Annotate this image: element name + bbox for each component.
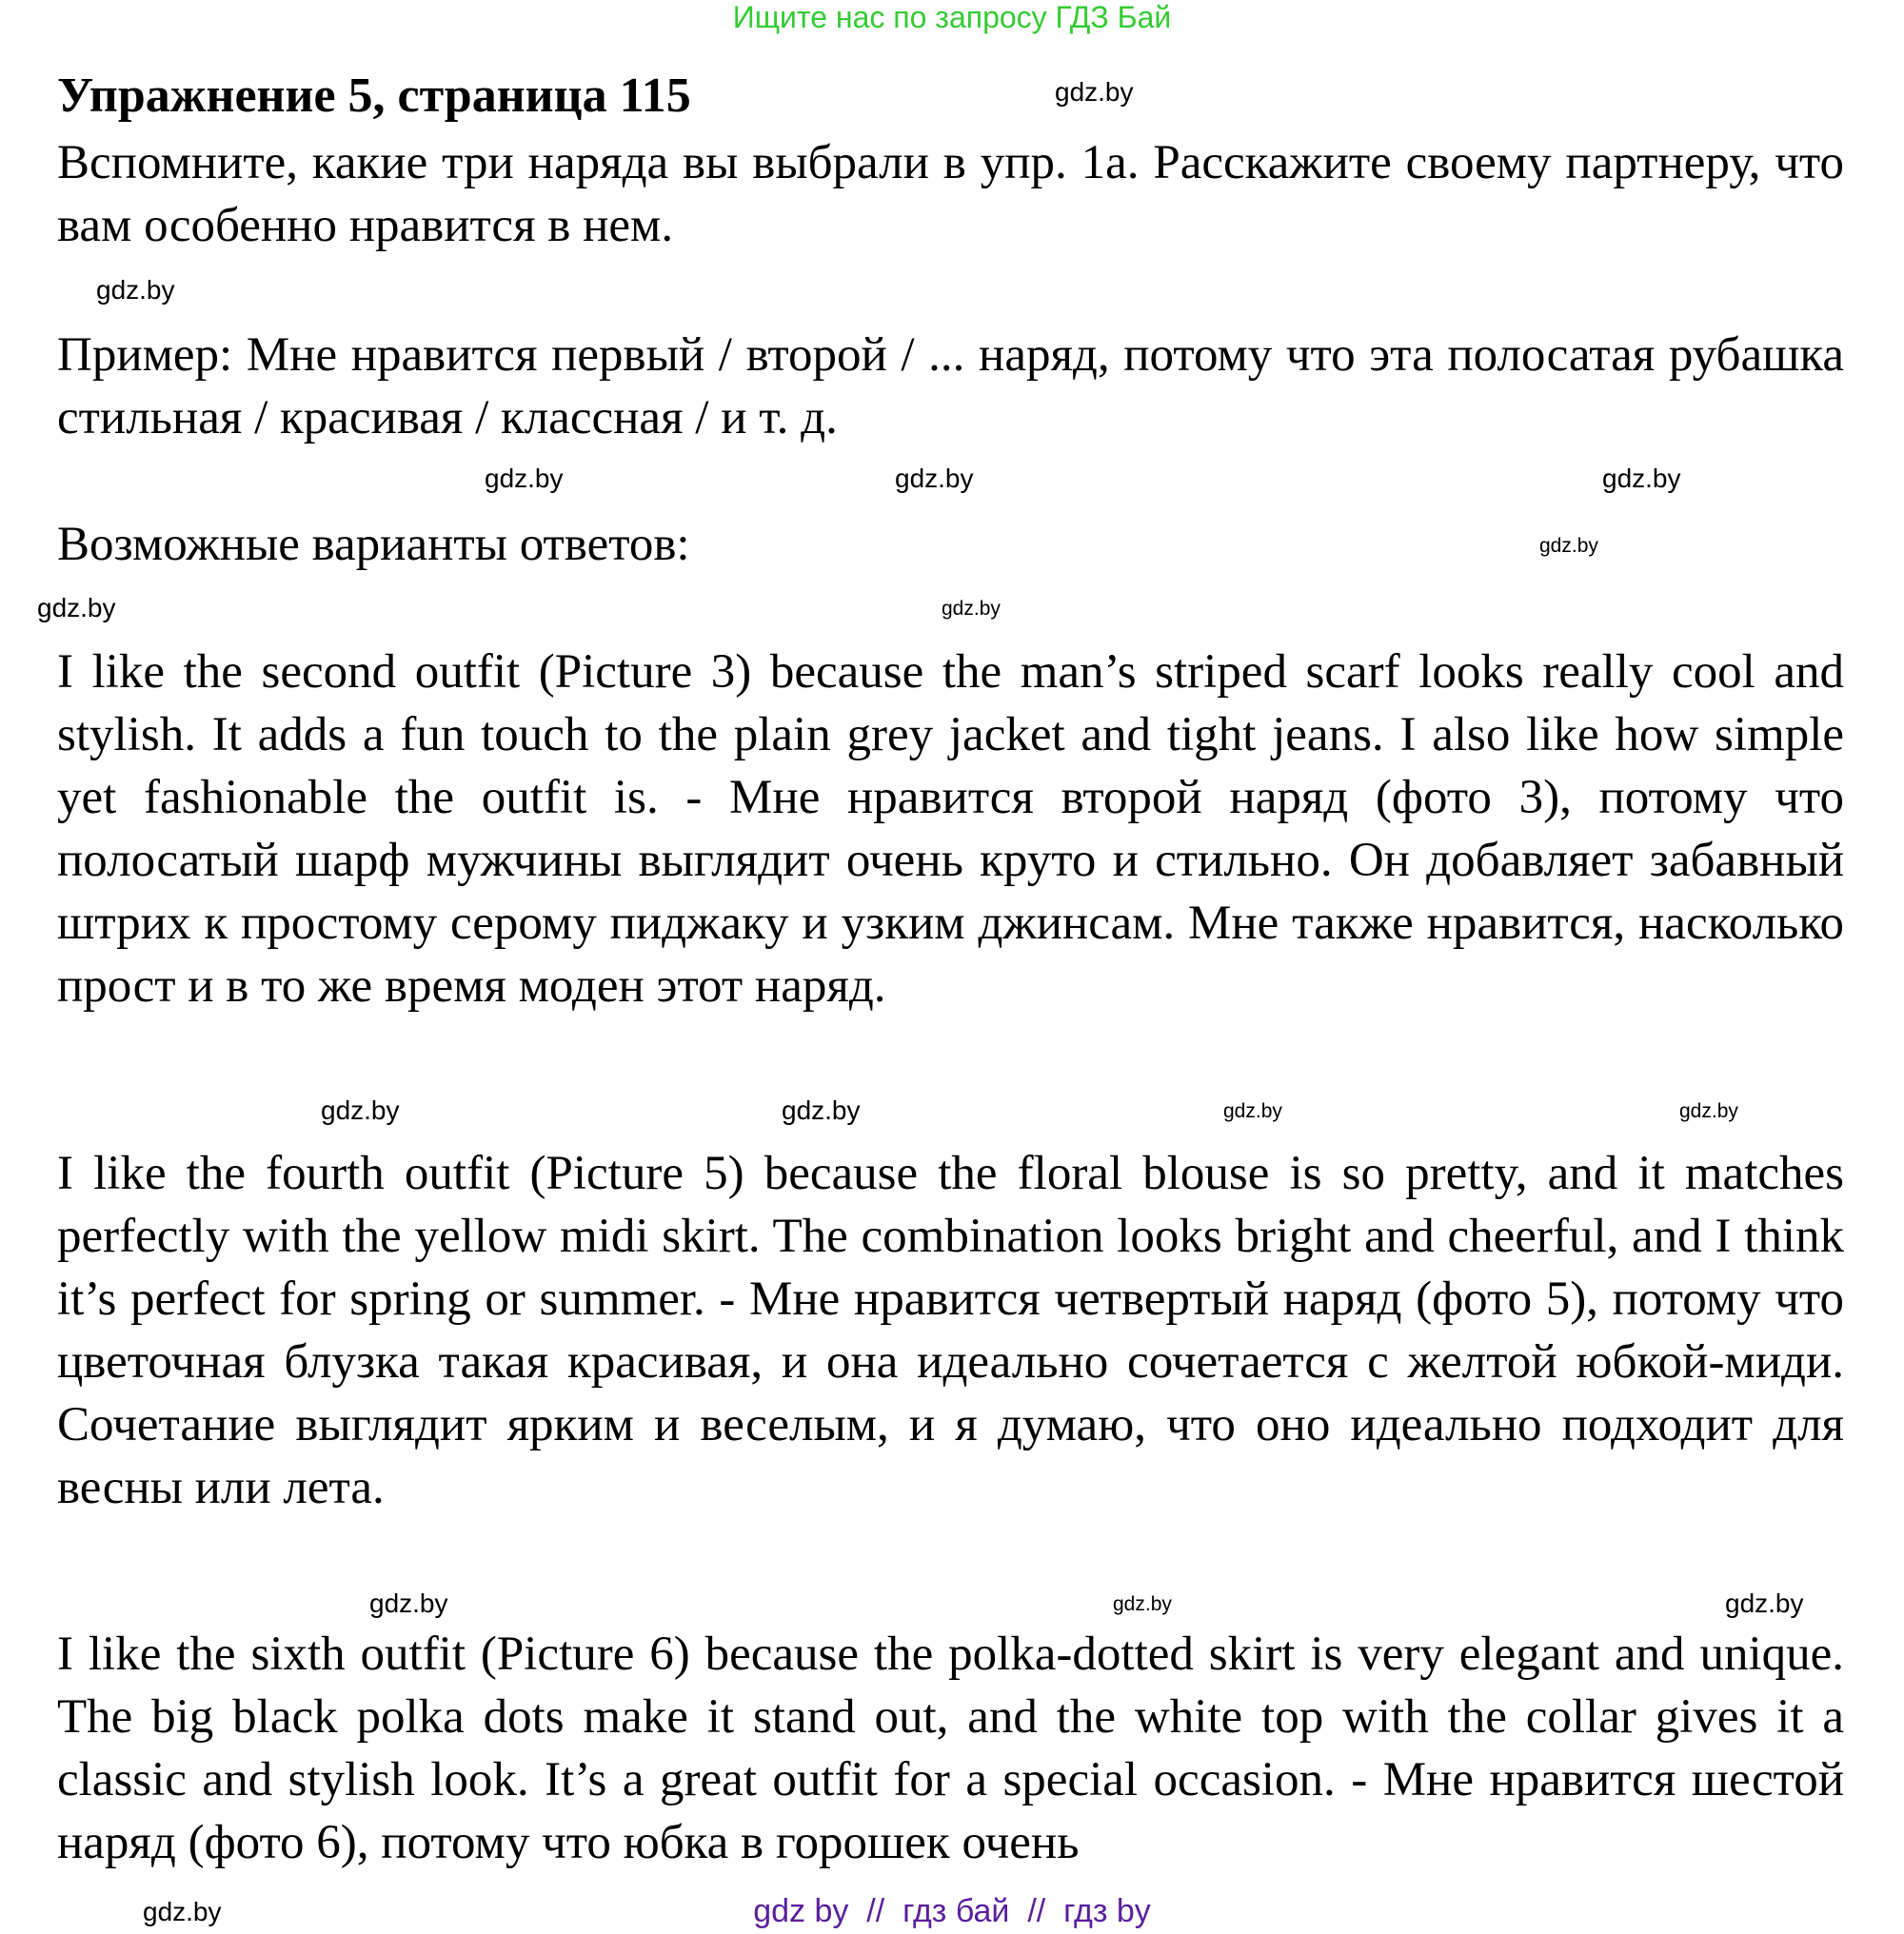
promo-banner[interactable]: Ищите нас по запросу ГДЗ Бай xyxy=(732,0,1172,34)
watermark: gdz.by xyxy=(37,593,116,622)
watermark: gdz.by xyxy=(895,464,974,493)
watermark: gdz.by xyxy=(1113,1593,1172,1615)
watermark: gdz.by xyxy=(369,1589,448,1618)
example-text: Пример: Мне нравится первый / второй / ... наряд, потому что эта полосатая рубашка стильная / красивая / классная / и т. д. xyxy=(57,328,1844,444)
task-text: Вспомните, какие три наряда вы выбрали в упр. 1а. Расскажите своему партнеру, что вам особенно нравится в нем. xyxy=(57,136,1844,252)
answers-heading: Возможные варианты ответов: xyxy=(57,518,690,571)
watermark: gdz.by xyxy=(321,1095,400,1125)
watermark: gdz.by xyxy=(782,1095,861,1125)
footer-links[interactable]: gdz by // гдз бай // гдз by xyxy=(753,1893,1151,1929)
watermark: gdz.by xyxy=(942,598,1001,620)
page-title: Упражнение 5, страница 115 xyxy=(57,69,691,123)
watermark: gdz.by xyxy=(1223,1100,1282,1122)
answer-1: I like the second outfit (Picture 3) because the man’s striped scarf looks really cool and stylish. It adds a fun touch to the plain grey jacket and tight jeans. I also like how simple yet fashionable the outfit is. - Мне нравится второй наряд (фото 3), потому что полосатый шарф мужчины выглядит очень круто и стильно. Он добавляет забавный штрих к простому серому пиджаку и узким джинсам. Мне также нравится, насколько прост и в то же время моден этот наряд. xyxy=(57,645,1844,1013)
watermark: gdz.by xyxy=(143,1897,222,1926)
answer-3: I like the sixth outfit (Picture 6) because the polka-dotted skirt is very elegant and unique. The big black polka dots make it stand out, and the white top with the collar gives it a classic and stylish look. It’s a great outfit for a special occasion. - Мне нравится шестой наряд (фото 6), потому что юбка в горошек очень xyxy=(57,1628,1844,1869)
watermark: gdz.by xyxy=(96,275,175,305)
watermark: gdz.by xyxy=(1679,1100,1738,1122)
watermark: gdz.by xyxy=(1055,77,1134,107)
watermark: gdz.by xyxy=(485,464,564,493)
watermark: gdz.by xyxy=(1602,464,1681,493)
answer-2: I like the fourth outfit (Picture 5) because the floral blouse is so pretty, and it matches perfectly with the yellow midi skirt. The combination looks bright and cheerful, and I think it’s perfect for spring or summer. - Мне нравится четвертый наряд (фото 5), потому что цветочная блузка такая красивая, и она идеально сочетается с желтой юбкой-миди. Сочетание выглядит ярким и веселым, и я думаю, что оно идеально подходит для весны или лета. xyxy=(57,1147,1844,1514)
watermark: gdz.by xyxy=(1539,535,1598,557)
watermark: gdz.by xyxy=(1725,1589,1804,1618)
